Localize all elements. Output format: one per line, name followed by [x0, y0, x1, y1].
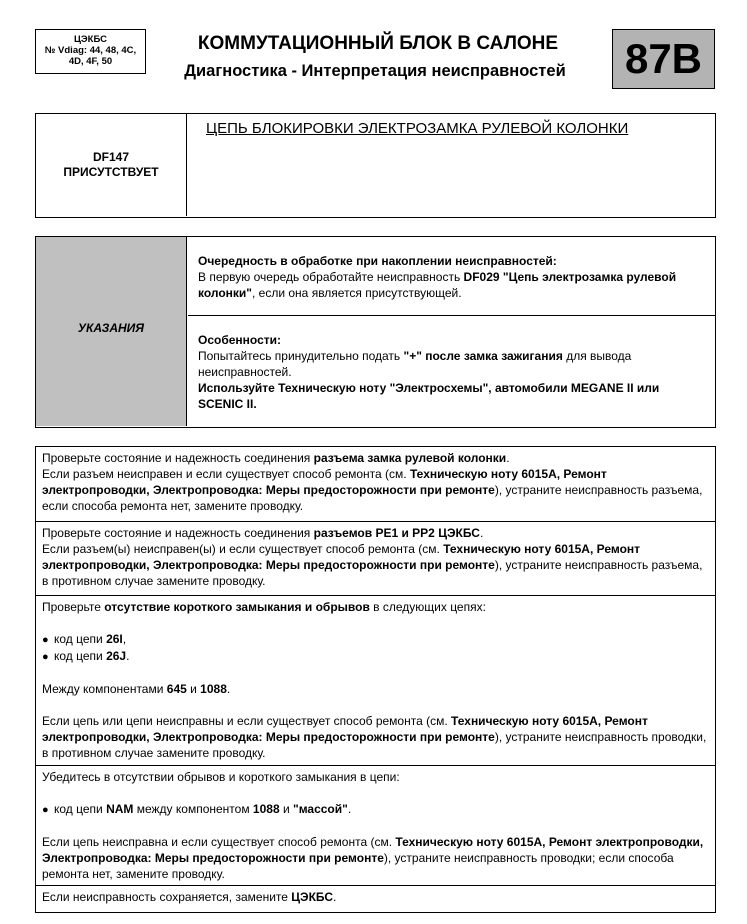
step-text: ,: [122, 632, 127, 646]
step-text: .: [226, 682, 231, 696]
fault-table: [35, 113, 716, 218]
step-text: в следующих цепях:: [369, 600, 486, 614]
special-title: Особенности:: [198, 333, 282, 347]
step-nam-circuit: [36, 766, 715, 886]
step-text: Если неисправность сохраняется, замените: [42, 890, 292, 904]
steps-table: [35, 446, 716, 913]
notes-content: [188, 237, 715, 426]
step-bold: отсутствие короткого замыкания и обрывов: [104, 600, 370, 614]
step-text: код цепи: [54, 649, 107, 663]
step-text: Если цепь или цепи неисправны и если существует способ ремонта (см.: [42, 714, 452, 728]
priority-note: [188, 237, 715, 316]
priority-text-end: , если она является присутствующей.: [252, 286, 462, 300]
tech-note-ref: Техническую ноту 6015A, Ремонт электропроводки, Электропроводка: Меры предосторожности при ремонте: [42, 542, 641, 572]
step-text: ), устраните неисправность проводки; если способа ремонта нет, замените проводку.: [42, 851, 674, 881]
step-text: .: [347, 802, 352, 816]
notes-table: [35, 236, 716, 428]
bullet-icon: ●: [42, 651, 49, 663]
list-item: [42, 648, 709, 665]
special-note: [188, 316, 715, 412]
special-tech-note: Используйте Техническую ноту "Электросхемы", автомобили MEGANE II или SCENIC II.: [198, 381, 660, 411]
step-text: Убедитесь в отсутствии обрывов и короткого замыкания в цепи:: [42, 770, 400, 784]
special-text: Попытайтесь принудительно подать: [198, 349, 404, 363]
fault-status: ПРИСУТСТВУЕТ: [63, 165, 159, 179]
circuit-code: NAM: [106, 802, 134, 816]
step-text: .: [479, 526, 484, 540]
step-text: и: [186, 682, 201, 696]
unit-label: ЦЭКБС: [73, 34, 108, 45]
step-text: Проверьте: [42, 600, 105, 614]
tech-note-ref: Техническую ноту 6015A, Ремонт электропроводки, Электропроводка: Меры предосторожности при ремонте: [42, 467, 607, 497]
step-text: .: [333, 890, 337, 904]
priority-title: Очередность в обработке при накоплении неисправностей:: [198, 254, 557, 268]
step-text: Между компонентами: [42, 682, 167, 696]
special-ignition: "+" после замка зажигания: [403, 349, 563, 363]
tech-note-ref: Техническую ноту 6015A, Ремонт электропроводки, Электропроводка: Меры предосторожности при ремонте: [42, 714, 648, 744]
vdiag-label: № Vdiag: 44, 48, 4C,: [44, 45, 137, 56]
list-item: [42, 801, 709, 818]
vehicle-info-box: [35, 29, 146, 74]
fault-status-cell: [36, 114, 187, 216]
step-bold: разъема замка рулевой колонки: [313, 451, 507, 465]
page-title: КОММУТАЦИОННЫЙ БЛОК В САЛОНЕ: [197, 33, 559, 54]
circuit-code: 26J: [106, 649, 127, 663]
step-text: код цепи: [54, 802, 107, 816]
list-item: [42, 631, 709, 648]
step-text: Если цепь неисправна и если существует способ ремонта (см.: [42, 835, 396, 849]
page-subtitle: Диагностика - Интерпретация неисправностей: [184, 62, 566, 80]
component-code: 1088: [252, 802, 280, 816]
step-text: Проверьте состояние и надежность соединения: [42, 526, 314, 540]
component-code: 645: [166, 682, 187, 696]
fault-code: DF147: [92, 150, 130, 164]
tech-note-ref: Техническую ноту 6015A, Ремонт электропроводки, Электропроводка: Меры предосторожности при ремонте: [42, 835, 704, 865]
step-connectors-pe1-pp2: [36, 522, 715, 596]
step-text: и: [279, 802, 293, 816]
fault-name: ЦЕПЬ БЛОКИРОВКИ ЭЛЕКТРОЗАМКА РУЛЕВОЙ КОЛОНКИ: [206, 120, 629, 137]
bullet-icon: ●: [42, 804, 49, 816]
step-text: ), устраните неисправность разъема, если способа ремонта нет, замените проводку.: [42, 483, 703, 513]
step-text: .: [126, 649, 130, 663]
component-code: 1088: [200, 682, 227, 696]
step-connector-steering: [36, 447, 715, 522]
step-bold: разъемов PE1 и PP2 ЦЭКБС: [313, 526, 480, 540]
section-code-badge: 87B: [612, 29, 715, 89]
bullet-icon: ●: [42, 634, 49, 646]
notes-label: УКАЗАНИЯ: [36, 237, 187, 426]
step-text: Если разъем(ы) неисправен(ы) и если существует способ ремонта (см.: [42, 542, 444, 556]
unit-ref: ЦЭКБС: [291, 890, 334, 904]
priority-fault-ref: DF029 "Цепь электрозамка рулевой колонки": [198, 270, 677, 300]
special-text-end: для вывода неисправностей.: [198, 349, 632, 379]
step-circuits-check: [36, 596, 715, 766]
step-text: .: [506, 451, 510, 465]
step-replace-unit: [36, 886, 715, 911]
vdiag-values: 4D, 4F, 50: [68, 56, 113, 67]
step-text: между компонентом: [133, 802, 253, 816]
step-text: Если разъем неисправен и если существует способ ремонта (см.: [42, 467, 410, 481]
step-text: Проверьте состояние и надежность соединения: [42, 451, 314, 465]
step-text: ), устраните неисправность проводки, в противном случае замените проводку.: [42, 730, 707, 760]
step-text: код цепи: [54, 632, 107, 646]
priority-text: В первую очередь обработайте неисправность: [198, 270, 464, 284]
step-text: ), устраните неисправность разъема, в противном случае замените проводку.: [42, 558, 703, 588]
ground-ref: "массой": [293, 802, 348, 816]
circuit-code: 26I: [106, 632, 123, 646]
